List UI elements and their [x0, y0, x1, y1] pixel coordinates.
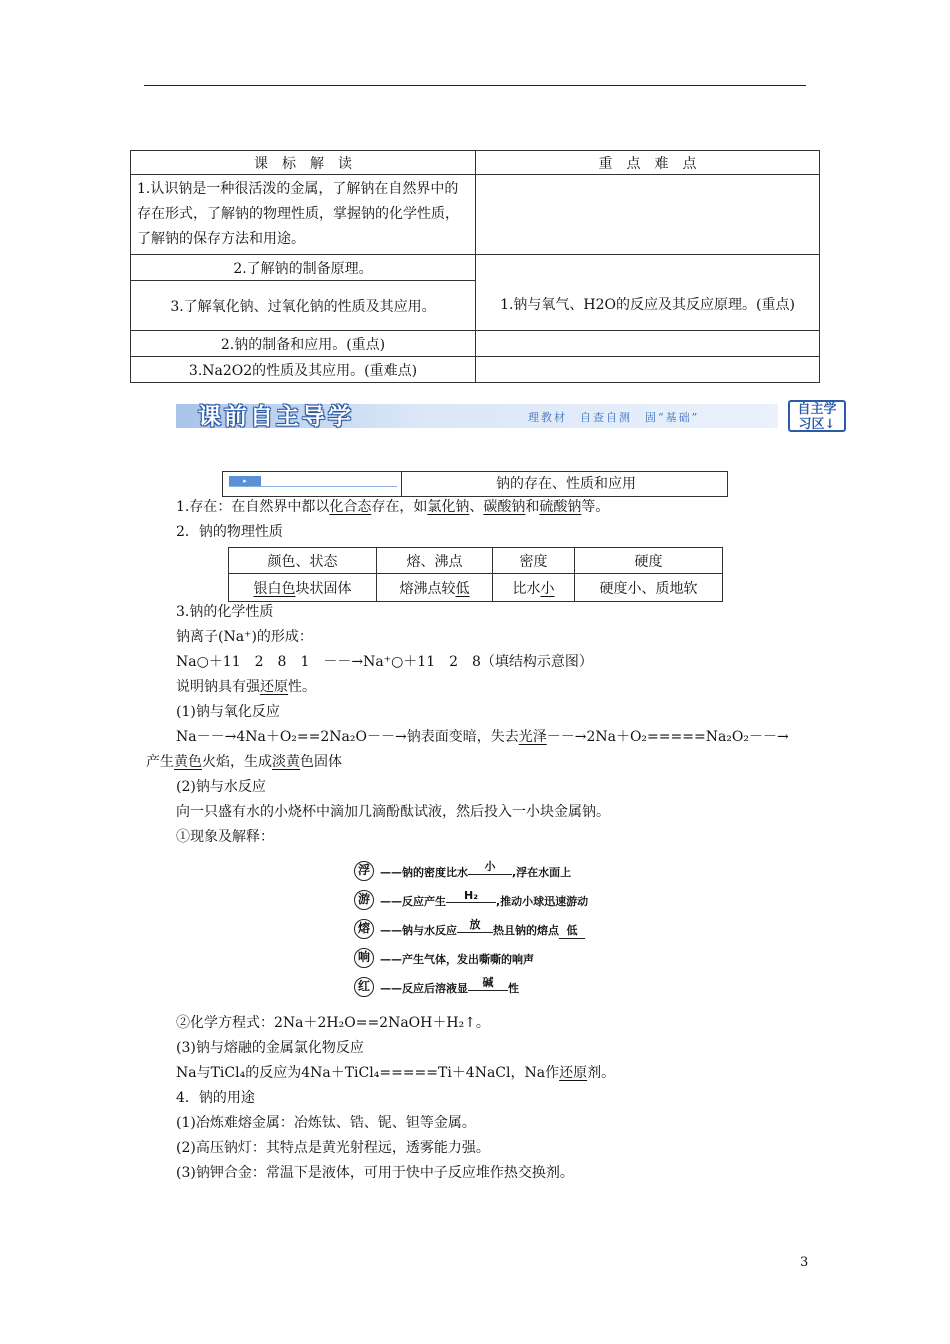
key-point-1: 1.钠与氧气、H2O的反应及其反应原理。(重点)	[476, 281, 820, 331]
empty-cell	[476, 175, 820, 255]
banner-title: 课前自主导学	[198, 403, 354, 430]
header-rule	[144, 85, 806, 86]
physical-props-table	[228, 547, 723, 602]
blank-density: 小	[468, 858, 512, 875]
melt-char-icon: 熔	[354, 919, 374, 939]
physical-props-heading: 2．钠的物理性质	[176, 524, 283, 540]
empty-cell	[476, 331, 820, 357]
ion-formation-equation: Na○＋11 2 8 1 －－→Na⁺○＋11 2 8（填结构示意图）	[176, 654, 593, 670]
red-char-icon: 红	[354, 977, 374, 997]
oxygen-reaction-line2: 产生黄色火焰，生成淡黄色固体	[146, 754, 342, 770]
chloride-reaction-title: (3)钠与熔融的金属氯化物反应	[176, 1040, 364, 1056]
col-color-state: 颜色、状态	[229, 548, 377, 574]
chloride-reaction-equation: Na与TiCl₄的反应为4Na＋TiCl₄=====Ti＋4NaCl，Na作还原剂。	[176, 1065, 616, 1081]
blank-gas: H₂	[446, 889, 496, 903]
water-reaction-intro: 向一只盛有水的小烧杯中滴加几滴酚酞试液，然后投入一小块金属钠。	[176, 804, 610, 820]
use-1: (1)冶炼难熔金属：冶炼钛、锆、铌、钽等金属。	[176, 1115, 476, 1131]
blank-melting-point: 低	[559, 922, 585, 939]
water-reaction-title: (2)钠与水反应	[176, 779, 266, 795]
key-point-3: 3.Na2O2的性质及其应用。(重难点)	[131, 357, 476, 383]
sound-char-icon: 响	[354, 948, 374, 968]
oxygen-reaction-line1: Na－－→4Na＋O₂==2Na₂O－－→钠表面变暗，失去光泽－－→2Na＋O₂=====Na₂O₂－－→	[176, 729, 789, 745]
float-char-icon: 浮	[354, 861, 374, 881]
section-title: 钠的存在、性质和应用	[496, 476, 636, 492]
blank-alkaline: 碱	[468, 974, 508, 991]
objective-1: 1.认识钠是一种很活泼的金属，了解钠在自然界中的存在形式，了解钠的物理性质，掌握钠的化学性质，了解钠的保存方法和用途。	[131, 175, 476, 255]
use-2: (2)高压钠灯：其特点是黄光射程远，透雾能力强。	[176, 1140, 490, 1156]
col-hardness: 硬度	[575, 548, 723, 574]
header-key-points: 重 点 难 点	[476, 151, 820, 175]
banner-badge	[788, 400, 846, 432]
empty-cell	[476, 255, 820, 281]
uses-heading: 4．钠的用途	[176, 1090, 255, 1106]
existence-line: 1.存在：在自然界中都以化合态存在，如氯化钠、碳酸钠和硫酸钠等。	[176, 499, 610, 515]
banner-subtitle: 理教材 自查自测 固“基础”	[528, 411, 700, 424]
col-density: 密度	[493, 548, 575, 574]
banner-badge-line2: 习区↓	[798, 417, 836, 432]
banner-badge-line1: 自主学	[797, 402, 837, 417]
cell-hardness: 硬度小、质地软	[575, 574, 723, 602]
blank-heat: 放	[457, 916, 493, 933]
phenomena-diagram: 浮 ——钠的密度比水 小 ,浮在水面上 游 ——反应产生 H₂ ,推动小球迅速游动 熔 ——钠与水反应 放 热且钠的熔点 低 响 ——产生气体，发出嘶嘶的响声 红 ——反应后溶液显 碱 性	[354, 857, 634, 1007]
swim-char-icon: 游	[354, 890, 374, 910]
cell-density: 比水小	[493, 574, 575, 602]
objective-2: 2.了解钠的制备原理。	[131, 255, 476, 281]
header-curriculum: 课 标 解 读	[131, 151, 476, 175]
key-point-2: 2.钠的制备和应用。(重点)	[131, 331, 476, 357]
objectives-table	[130, 150, 820, 383]
chemical-props-heading: 3.钠的化学性质	[176, 604, 274, 620]
cell-color-state: 银白色块状固体	[229, 574, 377, 602]
ion-formation-title: 钠离子(Na⁺)的形成：	[176, 629, 313, 645]
section-banner	[176, 398, 848, 436]
water-reaction-equation: ②化学方程式：2Na＋2H₂O==2NaOH＋H₂↑。	[176, 1015, 490, 1031]
section-title-box	[222, 471, 728, 497]
objective-3: 3.了解氧化钠、过氧化钠的性质及其应用。	[131, 281, 476, 331]
col-melting: 熔、沸点	[377, 548, 493, 574]
reducing-line: 说明钠具有强还原性。	[176, 679, 316, 695]
phenomena-title: ①现象及解释：	[176, 829, 274, 845]
section-tag-icon: ▸	[229, 476, 261, 486]
cell-melting: 熔沸点较低	[377, 574, 493, 602]
empty-cell	[476, 357, 820, 383]
use-3: (3)钠钾合金：常温下是液体，可用于快中子反应堆作热交换剂。	[176, 1165, 574, 1181]
section-tag	[229, 476, 397, 487]
oxygen-reaction-title: (1)钠与氧化反应	[176, 704, 280, 720]
page-number: 3	[800, 1255, 809, 1270]
